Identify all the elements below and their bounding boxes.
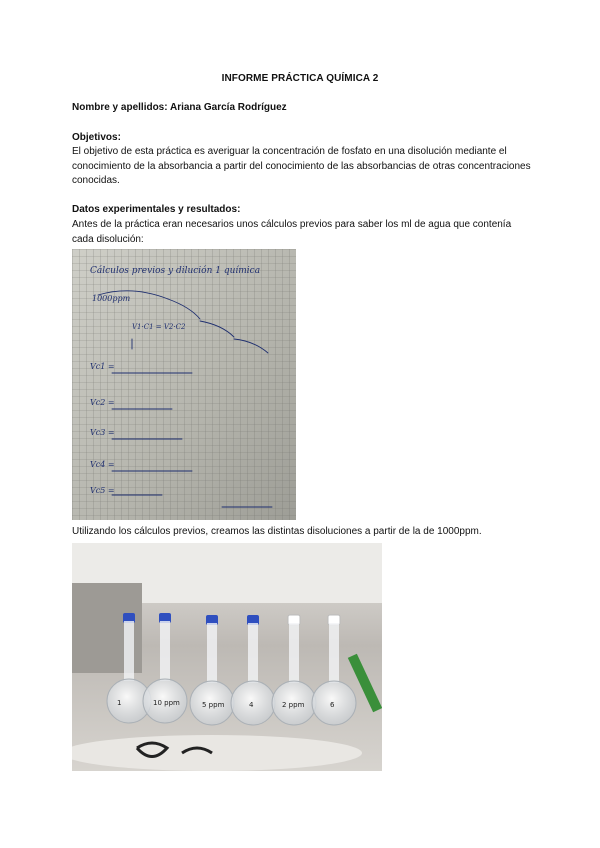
experimental-data-paragraph: Antes de la práctica eran necesarios unos cálculos previos para saber los ml de agua que contenía cada disolución: [72, 219, 512, 245]
author-name-line: Nombre y apellidos: Ariana García Rodríguez [72, 102, 287, 113]
photo-caption: Utilizando los cálculos previos, creamos las distintas disoluciones a partir de la de 1000ppm. [72, 526, 482, 537]
notes-line-3: Vc1 = [90, 362, 115, 371]
objectives-heading: Objetivos: [72, 132, 121, 143]
objectives-paragraph: El objetivo de esta práctica es averiguar la concentración de fosfato en una disolución mediante el conocimiento de la absorbancia a partir del conocimiento de las absorbancias de otras concentraciones conocidas. [72, 146, 531, 186]
flask-label-2: 10 ppm [153, 699, 180, 707]
flask-label-4: 4 [249, 701, 254, 709]
notes-line-7: Vc5 = [90, 486, 115, 495]
notes-line-1: 1000ppm [92, 294, 131, 303]
flask-label-3: 5 ppm [202, 701, 225, 709]
flask-label-5: 2 ppm [282, 701, 305, 709]
volumetric-flasks-photo [72, 543, 382, 771]
notes-line-4: Vc2 = [90, 398, 115, 407]
flask-label-6: 6 [330, 701, 335, 709]
flask-label-1: 1 [117, 699, 122, 707]
experimental-data-heading: Datos experimentales y resultados: [72, 204, 241, 215]
notes-line-5: Vc3 = [90, 428, 115, 437]
notes-heading-text: Cálculos previos y dilución 1 química [90, 266, 261, 276]
document-title: INFORME PRÁCTICA QUÍMICA 2 [221, 73, 379, 84]
notes-line-2: V1·C1 = V2·C2 [132, 323, 186, 331]
notes-line-6: Vc4 = [90, 460, 115, 469]
handwritten-calculations-photo [72, 249, 296, 520]
